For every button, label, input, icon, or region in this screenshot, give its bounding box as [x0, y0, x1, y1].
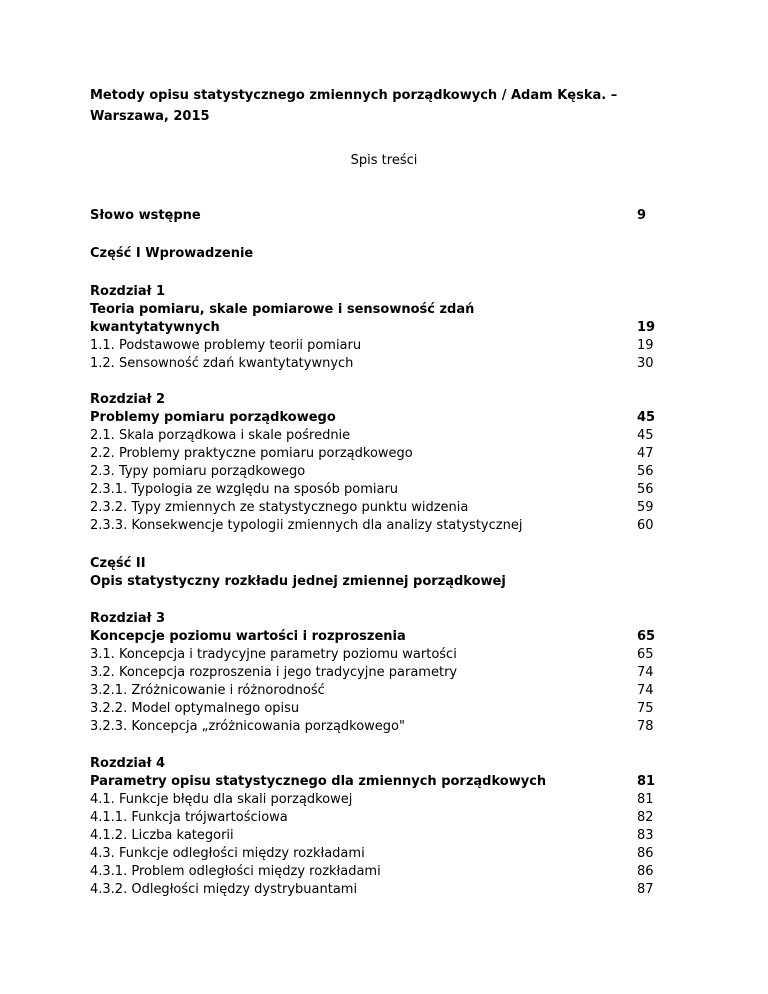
chapter-number: Rozdział 2 — [90, 392, 166, 407]
chapter-number: Rozdział 1 — [90, 284, 166, 299]
section-page: 74 — [637, 683, 654, 698]
chapter-page: 65 — [637, 629, 656, 644]
section-page: 45 — [637, 428, 654, 443]
section-page: 78 — [637, 719, 654, 734]
section-label: 2.1. Skala porządkowa i skale pośrednie — [90, 428, 351, 443]
toc-section — [90, 700, 660, 717]
chapter-number: Rozdział 3 — [90, 611, 166, 626]
chapter-title: Parametry opisu statystycznego dla zmiennych porządkowych — [90, 774, 547, 789]
toc-heading: Spis treści — [350, 153, 418, 168]
section-page: 86 — [637, 864, 654, 879]
toc-section — [90, 499, 660, 516]
chapter-number: Rozdział 4 — [90, 756, 166, 771]
section-label: 4.1. Funkcje błędu dla skali porządkowej — [90, 792, 353, 807]
toc-part-1 — [90, 245, 660, 262]
section-page: 47 — [637, 446, 654, 461]
toc-section — [90, 718, 660, 735]
toc-section — [90, 427, 660, 444]
section-label: 2.2. Problemy praktyczne pomiaru porządkowego — [90, 446, 413, 461]
section-page: 65 — [637, 647, 654, 662]
toc-section — [90, 463, 660, 480]
toc-section — [90, 682, 660, 699]
toc-section — [90, 863, 660, 880]
toc-chapter-3-number — [90, 610, 660, 627]
section-label: 4.1.2. Liczba kategorii — [90, 828, 234, 843]
section-page: 59 — [637, 500, 654, 515]
toc-section — [90, 445, 660, 462]
toc-section — [90, 646, 660, 663]
section-page: 83 — [637, 828, 654, 843]
toc-section — [90, 355, 660, 372]
chapter-page: 45 — [637, 410, 656, 425]
toc-part-2-title — [90, 573, 660, 590]
toc-chapter-1-title-line-1 — [90, 301, 660, 318]
toc-section — [90, 845, 660, 862]
toc-chapter-1-title-line-2 — [90, 319, 660, 336]
document-title — [90, 85, 690, 127]
section-label: 4.3. Funkcje odległości między rozkładami — [90, 846, 365, 861]
toc-section — [90, 481, 660, 498]
part-label: Część II — [90, 556, 146, 571]
section-label: 1.2. Sensowność zdań kwantytatywnych — [90, 356, 354, 371]
toc-entry-foreword — [90, 207, 660, 224]
chapter-title: Problemy pomiaru porządkowego — [90, 410, 336, 425]
section-page: 74 — [637, 665, 654, 680]
part-title: Opis statystyczny rozkładu jednej zmiennej porządkowej — [90, 574, 506, 589]
section-label: 1.1. Podstawowe problemy teorii pomiaru — [90, 338, 362, 353]
section-page: 86 — [637, 846, 654, 861]
section-label: 3.2.1. Zróżnicowanie i różnorodność — [90, 683, 325, 698]
toc-section — [90, 791, 660, 808]
section-label: 3.2.2. Model optymalnego opisu — [90, 701, 300, 716]
title-line-1: Metody opisu statystycznego zmiennych porządkowych / Adam Kęska. – — [90, 88, 618, 103]
toc-chapter-1-number — [90, 283, 660, 300]
section-label: 3.2.3. Koncepcja „zróżnicowania porządkowego" — [90, 719, 405, 734]
toc-chapter-2-title — [90, 409, 660, 426]
section-label: 3.1. Koncepcja i tradycyjne parametry poziomu wartości — [90, 647, 457, 662]
toc-chapter-3-title — [90, 628, 660, 645]
toc-entry-page: 9 — [637, 208, 647, 223]
section-label: 2.3. Typy pomiaru porządkowego — [90, 464, 306, 479]
section-label: 4.1.1. Funkcja trójwartościowa — [90, 810, 288, 825]
section-page: 82 — [637, 810, 654, 825]
toc-section — [90, 881, 660, 898]
section-page: 30 — [637, 356, 654, 371]
chapter-page: 19 — [637, 320, 656, 335]
section-label: 2.3.2. Typy zmiennych ze statystycznego punktu widzenia — [90, 500, 469, 515]
section-page: 81 — [637, 792, 654, 807]
section-label: 3.2. Koncepcja rozproszenia i jego tradycyjne parametry — [90, 665, 458, 680]
section-label: 4.3.1. Problem odległości między rozkładami — [90, 864, 381, 879]
title-line-2: Warszawa, 2015 — [90, 109, 210, 124]
toc-chapter-2-number — [90, 391, 660, 408]
section-label: 4.3.2. Odległości między dystrybuantami — [90, 882, 358, 897]
chapter-page: 81 — [637, 774, 656, 789]
section-page: 60 — [637, 518, 654, 533]
toc-section — [90, 827, 660, 844]
part-label: Część I Wprowadzenie — [90, 246, 254, 261]
section-page: 75 — [637, 701, 654, 716]
chapter-title: kwantytatywnych — [90, 320, 220, 335]
toc-section — [90, 809, 660, 826]
section-label: 2.3.1. Typologia ze względu na sposób pomiaru — [90, 482, 399, 497]
toc-entry-label: Słowo wstępne — [90, 208, 201, 223]
toc-section — [90, 664, 660, 681]
section-page: 56 — [637, 482, 654, 497]
toc-chapter-4-title — [90, 773, 660, 790]
section-page: 56 — [637, 464, 654, 479]
chapter-title: Koncepcje poziomu wartości i rozproszenia — [90, 629, 406, 644]
section-page: 19 — [637, 338, 654, 353]
section-label: 2.3.3. Konsekwencje typologii zmiennych dla analizy statystycznej — [90, 518, 523, 533]
toc-chapter-4-number — [90, 755, 660, 772]
toc-section — [90, 337, 660, 354]
chapter-title: Teoria pomiaru, skale pomiarowe i sensowność zdań — [90, 302, 475, 317]
section-page: 87 — [637, 882, 654, 897]
toc-part-2-label — [90, 555, 660, 572]
toc-section — [90, 517, 660, 534]
